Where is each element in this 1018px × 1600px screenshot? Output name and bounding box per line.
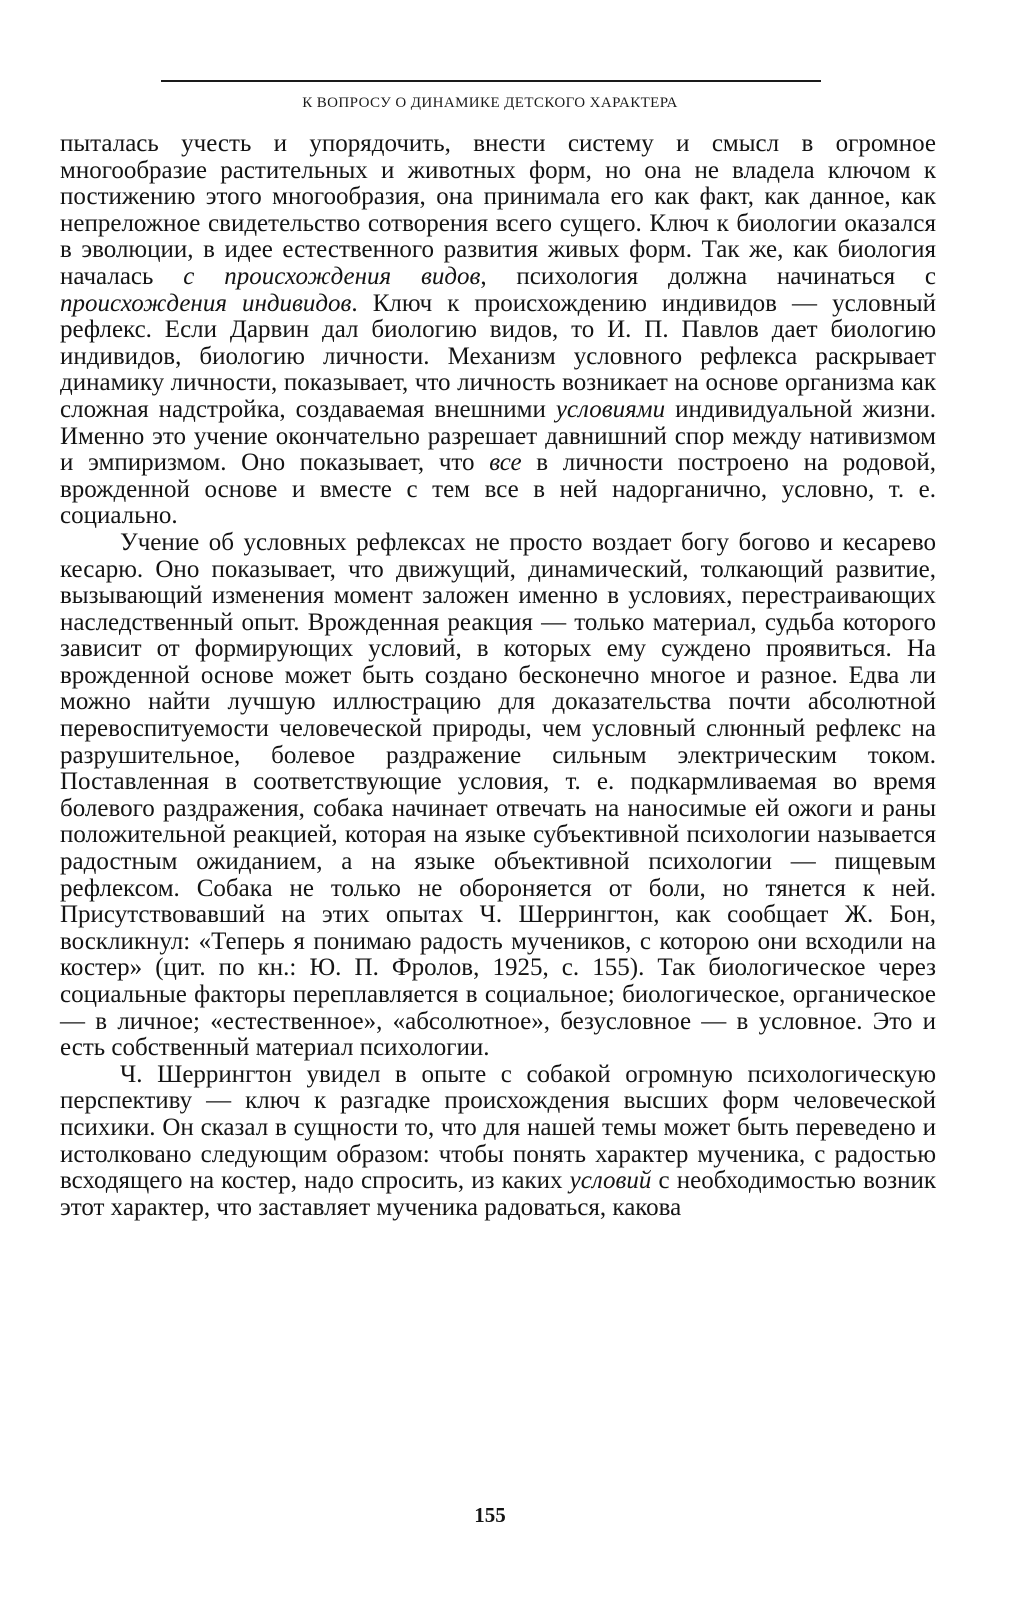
text-run: в личности построено на родовой, врожденной основе и вместе с тем все в ней надорганично, условно, т. е. социально. — [60, 449, 937, 530]
text-run: , психология должна начинаться с — [480, 262, 936, 290]
page-number: 155 — [474, 1503, 506, 1527]
italic-text-run: происхождения индивидов — [60, 289, 352, 317]
italic-text-run: условиями — [555, 395, 666, 423]
text-run: Учение об условных рефлексах не просто воздает богу богово и кесарево кесарю. Оно показывает, что движущий, динамический, толкающий развитие, вызывающий изменения момент заложен именно в условиях, перестраивающих наследственный опыт. Врожденная реакция — только материал, судьба которого зависит от формирующих условий, в которых ему суждено проявиться. На врожденной основе может быть создано бесконечно многое и разное. Едва ли можно найти лучшую иллюстрацию для доказательства почти абсолютной перевоспитуемости человеческой природы, чем условный слюнный рефлекс на разрушительное, болевое раздражение сильным электрическим током. Поставленная в соответствующие условия, т. е. подкармливаемая во время болевого раздражения, собака начинает отвечать на наносимые ей ожоги и раны положительной реакцией, которая на языке субъективной психологии называется радостным ожиданием, а на языке объективной психологии — пищевым рефлексом. Собака не только не обороняется от боли, но тянется к ней. Присутствовавший на этих опытах Ч. Шеррингтон, как сообщает Ж. Бон, воскликнул: «Теперь я понимаю радость мучеников, с которою они всходили на костер» (цит. по кн.: Ю. П. Фролов, 1925, с. 155). Так биологическое через социальные факторы переплавляется в социальное; биологическое, органическое — в личное; «естественное», «абсолютное», безусловное — в условное. Это и есть собственный материал психологии. — [60, 528, 936, 1062]
paragraph — [60, 1062, 936, 1222]
text-run: Ч. Шеррингтон увидел в опыте с собакой огромную психологическую перспективу — ключ к разгадке происхождения высших форм человеческой психики. Он сказал в сущности то, что для нашей темы может быть переведено и истолковано следующим образом: чтобы понять характер мученика, с радостью всходящего на костер, надо спросить, из каких — [60, 1060, 936, 1195]
paragraph — [60, 131, 936, 530]
paragraph — [60, 530, 936, 1062]
header-rule — [161, 80, 821, 82]
text-run: с необходимостью возник этот характер, что заставляет мученика радоваться, какова — [60, 1167, 936, 1221]
body-text — [60, 131, 936, 1221]
italic-text-run: условий — [569, 1167, 652, 1195]
text-run: . Ключ к происхождению индивидов — условный рефлекс. Если Дарвин дал биологию видов, то И. П. Павлов дает биологию индивидов, биологию личности. Механизм условного рефлекса раскрывает динамику личности, показывает, что личность возникает на основе организма как сложная надстройка, создаваемая внешними — [60, 289, 937, 423]
italic-text-run: все — [489, 449, 522, 477]
text-run: индивидуальной жизни. Именно это учение окончательно разрешает давнишний спор между нативизмом и эмпиризмом. Оно показывает, что — [60, 395, 936, 477]
italic-text-run: с происхождения видов — [183, 262, 481, 290]
running-head: К ВОПРОСУ О ДИНАМИКЕ ДЕТСКОГО ХАРАКТЕРА — [302, 95, 678, 111]
text-run: пыталась учесть и упорядочить, внести систему и смысл в огромное многообразие растительных и животных форм, но она не владела ключом к постижению этого многообразия, она принимала его как факт, как данное, как непреложное свидетельство сотворения всего сущего. Ключ к биологии оказался в эволюции, в идее естественного развития живых форм. Так же, как биология началась — [60, 130, 936, 290]
